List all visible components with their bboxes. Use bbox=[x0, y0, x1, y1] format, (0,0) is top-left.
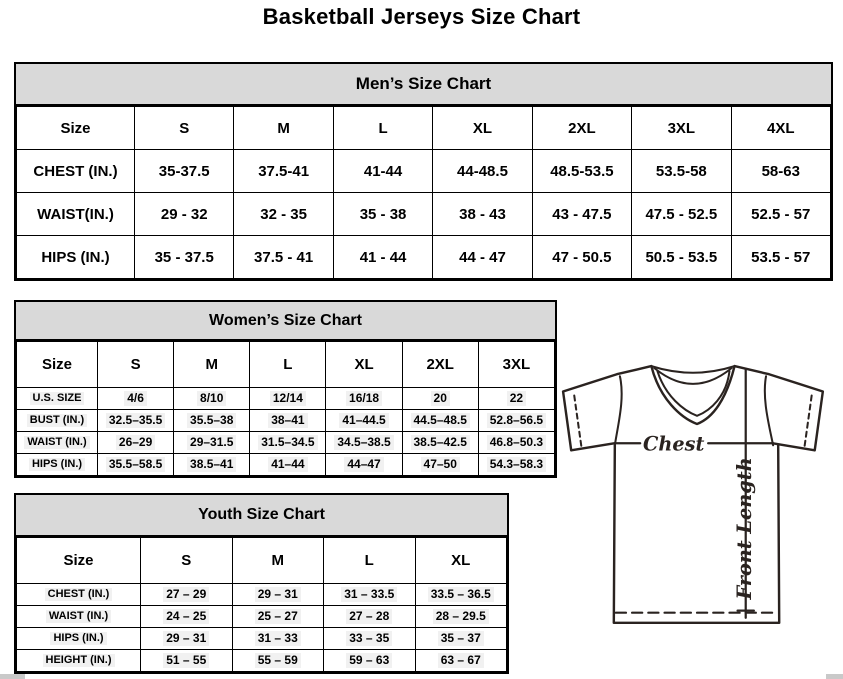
size-value-text: 63 – 67 bbox=[438, 653, 484, 668]
size-value-cell: 35 - 38 bbox=[333, 193, 432, 236]
size-value-text: 27 – 29 bbox=[163, 587, 209, 602]
jersey-measurement-diagram bbox=[558, 358, 834, 634]
size-value-text: 24 – 25 bbox=[163, 609, 209, 624]
size-value-cell: 41-44 bbox=[333, 150, 432, 193]
size-value-cell bbox=[232, 606, 324, 628]
womens-column-header: XL bbox=[326, 342, 402, 388]
size-value-cell bbox=[326, 410, 402, 432]
size-value-cell bbox=[402, 454, 478, 476]
size-value-cell bbox=[326, 454, 402, 476]
womens-column-header: 3XL bbox=[478, 342, 554, 388]
womens-size-table bbox=[16, 341, 555, 476]
womens-column-header: M bbox=[174, 342, 250, 388]
size-value-cell bbox=[232, 584, 324, 606]
size-value-text: 32.5–35.5 bbox=[106, 413, 165, 428]
size-value-cell bbox=[326, 432, 402, 454]
row-label-text: U.S. SIZE bbox=[30, 392, 85, 406]
mens-table-row bbox=[17, 193, 831, 236]
size-value-cell: 38 - 43 bbox=[433, 193, 532, 236]
row-label-text: HIPS (IN.) bbox=[50, 632, 106, 646]
size-value-text: 44–47 bbox=[344, 457, 383, 472]
size-value-text: 31.5–34.5 bbox=[258, 435, 317, 450]
size-value-cell: 44-48.5 bbox=[433, 150, 532, 193]
row-label bbox=[17, 628, 141, 650]
mens-column-header: L bbox=[333, 107, 432, 150]
size-value-cell: 29 - 32 bbox=[135, 193, 234, 236]
size-value-cell bbox=[250, 388, 326, 410]
size-value-text: 29 – 31 bbox=[163, 631, 209, 646]
size-value-cell bbox=[174, 388, 250, 410]
size-value-text: 38.5–42.5 bbox=[411, 435, 470, 450]
size-value-cell: 37.5-41 bbox=[234, 150, 333, 193]
size-value-cell: 35 - 37.5 bbox=[135, 236, 234, 279]
size-value-cell: 32 - 35 bbox=[234, 193, 333, 236]
size-value-cell bbox=[415, 650, 507, 672]
size-value-cell: 35-37.5 bbox=[135, 150, 234, 193]
size-value-cell bbox=[324, 606, 416, 628]
youth-size-chart bbox=[14, 493, 509, 674]
mens-column-header: 3XL bbox=[632, 107, 731, 150]
womens-size-header: Size bbox=[17, 342, 98, 388]
size-value-text: 41–44 bbox=[268, 457, 307, 472]
womens-column-header: L bbox=[250, 342, 326, 388]
size-value-text: 55 – 59 bbox=[255, 653, 301, 668]
jersey-collar-back-top bbox=[651, 366, 734, 373]
size-value-cell bbox=[232, 650, 324, 672]
size-value-text: 34.5–38.5 bbox=[334, 435, 393, 450]
row-label bbox=[17, 388, 98, 410]
size-value-cell: 41 - 44 bbox=[333, 236, 432, 279]
size-value-cell: 50.5 - 53.5 bbox=[632, 236, 731, 279]
size-value-text: 46.8–50.3 bbox=[487, 435, 546, 450]
chest-label: Chest bbox=[643, 432, 705, 456]
row-label bbox=[17, 650, 141, 672]
size-value-cell: 48.5-53.5 bbox=[532, 150, 631, 193]
size-value-cell bbox=[402, 410, 478, 432]
size-value-text: 12/14 bbox=[270, 391, 306, 406]
size-value-cell bbox=[326, 388, 402, 410]
youth-size-header: Size bbox=[17, 538, 141, 584]
youth-column-header: L bbox=[324, 538, 416, 584]
size-value-cell bbox=[415, 606, 507, 628]
front-length-label: Front Length bbox=[732, 457, 756, 600]
size-value-text: 29–31.5 bbox=[187, 435, 236, 450]
size-value-cell bbox=[402, 432, 478, 454]
jersey-left-armhole-seam bbox=[615, 376, 622, 445]
size-value-text: 33.5 – 36.5 bbox=[428, 587, 494, 602]
row-label-text: BUST (IN.) bbox=[27, 414, 87, 428]
size-value-text: 35.5–58.5 bbox=[106, 457, 165, 472]
size-value-cell: 37.5 - 41 bbox=[234, 236, 333, 279]
size-value-cell bbox=[174, 410, 250, 432]
size-value-text: 16/18 bbox=[346, 391, 382, 406]
size-value-cell bbox=[415, 584, 507, 606]
mens-column-header: S bbox=[135, 107, 234, 150]
womens-column-header: 2XL bbox=[402, 342, 478, 388]
youth-column-header: XL bbox=[415, 538, 507, 584]
youth-table-row bbox=[17, 584, 507, 606]
size-value-cell bbox=[250, 432, 326, 454]
size-value-text: 22 bbox=[507, 391, 526, 406]
row-label-text: HEIGHT (IN.) bbox=[43, 654, 115, 668]
size-value-text: 41–44.5 bbox=[339, 413, 388, 428]
size-value-cell: 47.5 - 52.5 bbox=[632, 193, 731, 236]
size-value-cell bbox=[478, 432, 554, 454]
row-label bbox=[17, 584, 141, 606]
youth-size-table bbox=[16, 537, 507, 672]
size-value-cell bbox=[324, 584, 416, 606]
size-value-cell: 53.5-58 bbox=[632, 150, 731, 193]
womens-size-chart-title: Women’s Size Chart bbox=[16, 302, 555, 341]
womens-size-chart bbox=[14, 300, 557, 478]
size-value-text: 27 – 28 bbox=[346, 609, 392, 624]
youth-table-row bbox=[17, 650, 507, 672]
row-label-text: WAIST (IN.) bbox=[24, 436, 89, 450]
size-value-cell: 43 - 47.5 bbox=[532, 193, 631, 236]
row-label: CHEST (IN.) bbox=[17, 150, 135, 193]
size-value-text: 47–50 bbox=[421, 457, 460, 472]
size-value-cell bbox=[250, 454, 326, 476]
size-value-cell: 44 - 47 bbox=[433, 236, 532, 279]
jersey-right-armhole-seam bbox=[765, 376, 773, 445]
size-value-text: 4/6 bbox=[124, 391, 147, 406]
scrollbar-fragment-left[interactable] bbox=[0, 674, 25, 679]
size-value-cell bbox=[98, 388, 174, 410]
size-value-cell bbox=[478, 410, 554, 432]
mens-column-header: M bbox=[234, 107, 333, 150]
size-value-cell bbox=[174, 432, 250, 454]
size-value-cell: 58-63 bbox=[731, 150, 830, 193]
size-value-cell: 53.5 - 57 bbox=[731, 236, 830, 279]
size-value-text: 51 – 55 bbox=[163, 653, 209, 668]
size-value-cell bbox=[478, 388, 554, 410]
size-value-text: 29 – 31 bbox=[255, 587, 301, 602]
size-value-cell bbox=[324, 650, 416, 672]
youth-table-row bbox=[17, 606, 507, 628]
youth-size-chart-title: Youth Size Chart bbox=[16, 495, 507, 537]
mens-table-row bbox=[17, 150, 831, 193]
size-value-cell bbox=[141, 628, 233, 650]
youth-column-header: M bbox=[232, 538, 324, 584]
mens-column-header: XL bbox=[433, 107, 532, 150]
womens-table-row bbox=[17, 432, 555, 454]
mens-column-header: 4XL bbox=[731, 107, 830, 150]
size-value-text: 59 – 63 bbox=[346, 653, 392, 668]
womens-table-row bbox=[17, 410, 555, 432]
size-value-cell: 52.5 - 57 bbox=[731, 193, 830, 236]
row-label bbox=[17, 606, 141, 628]
size-value-text: 31 – 33 bbox=[255, 631, 301, 646]
size-value-cell bbox=[98, 410, 174, 432]
row-label-text: WAIST (IN.) bbox=[46, 610, 111, 624]
size-value-text: 54.3–58.3 bbox=[487, 457, 546, 472]
size-value-cell bbox=[98, 454, 174, 476]
size-value-cell bbox=[478, 454, 554, 476]
mens-column-header: 2XL bbox=[532, 107, 631, 150]
size-value-text: 38–41 bbox=[268, 413, 307, 428]
size-value-cell bbox=[141, 606, 233, 628]
row-label bbox=[17, 432, 98, 454]
size-value-text: 8/10 bbox=[197, 391, 226, 406]
size-value-text: 52.8–56.5 bbox=[487, 413, 546, 428]
jersey-right-cuff-stitch bbox=[805, 396, 812, 447]
scrollbar-fragment-right[interactable] bbox=[826, 674, 843, 679]
jersey-left-cuff-stitch bbox=[574, 396, 581, 447]
size-value-cell bbox=[174, 454, 250, 476]
size-value-text: 35.5–38 bbox=[187, 413, 236, 428]
size-value-text: 35 – 37 bbox=[438, 631, 484, 646]
size-value-text: 25 – 27 bbox=[255, 609, 301, 624]
size-value-text: 26–29 bbox=[116, 435, 155, 450]
mens-size-header: Size bbox=[17, 107, 135, 150]
page-title: Basketball Jerseys Size Chart bbox=[262, 4, 581, 29]
youth-table-row bbox=[17, 628, 507, 650]
size-value-text: 31 – 33.5 bbox=[341, 587, 397, 602]
size-value-cell bbox=[415, 628, 507, 650]
size-value-text: 33 – 35 bbox=[346, 631, 392, 646]
size-value-cell bbox=[232, 628, 324, 650]
size-value-cell bbox=[402, 388, 478, 410]
size-value-text: 28 – 29.5 bbox=[433, 609, 489, 624]
womens-table-row bbox=[17, 388, 555, 410]
row-label bbox=[17, 410, 98, 432]
row-label-text: HIPS (IN.) bbox=[29, 458, 85, 472]
row-label bbox=[17, 454, 98, 476]
size-value-cell bbox=[324, 628, 416, 650]
size-value-text: 20 bbox=[431, 391, 450, 406]
mens-size-chart-title: Men’s Size Chart bbox=[16, 64, 831, 106]
size-value-cell bbox=[141, 650, 233, 672]
row-label-text: CHEST (IN.) bbox=[45, 588, 113, 602]
size-value-cell bbox=[98, 432, 174, 454]
size-value-cell: 47 - 50.5 bbox=[532, 236, 631, 279]
mens-size-table bbox=[16, 106, 831, 279]
mens-table-row bbox=[17, 236, 831, 279]
size-value-text: 44.5–48.5 bbox=[411, 413, 470, 428]
size-value-cell bbox=[141, 584, 233, 606]
size-value-text: 38.5–41 bbox=[187, 457, 236, 472]
womens-table-row bbox=[17, 454, 555, 476]
youth-column-header: S bbox=[141, 538, 233, 584]
mens-size-chart bbox=[14, 62, 833, 281]
size-value-cell bbox=[250, 410, 326, 432]
row-label: WAIST(IN.) bbox=[17, 193, 135, 236]
womens-column-header: S bbox=[98, 342, 174, 388]
row-label: HIPS (IN.) bbox=[17, 236, 135, 279]
